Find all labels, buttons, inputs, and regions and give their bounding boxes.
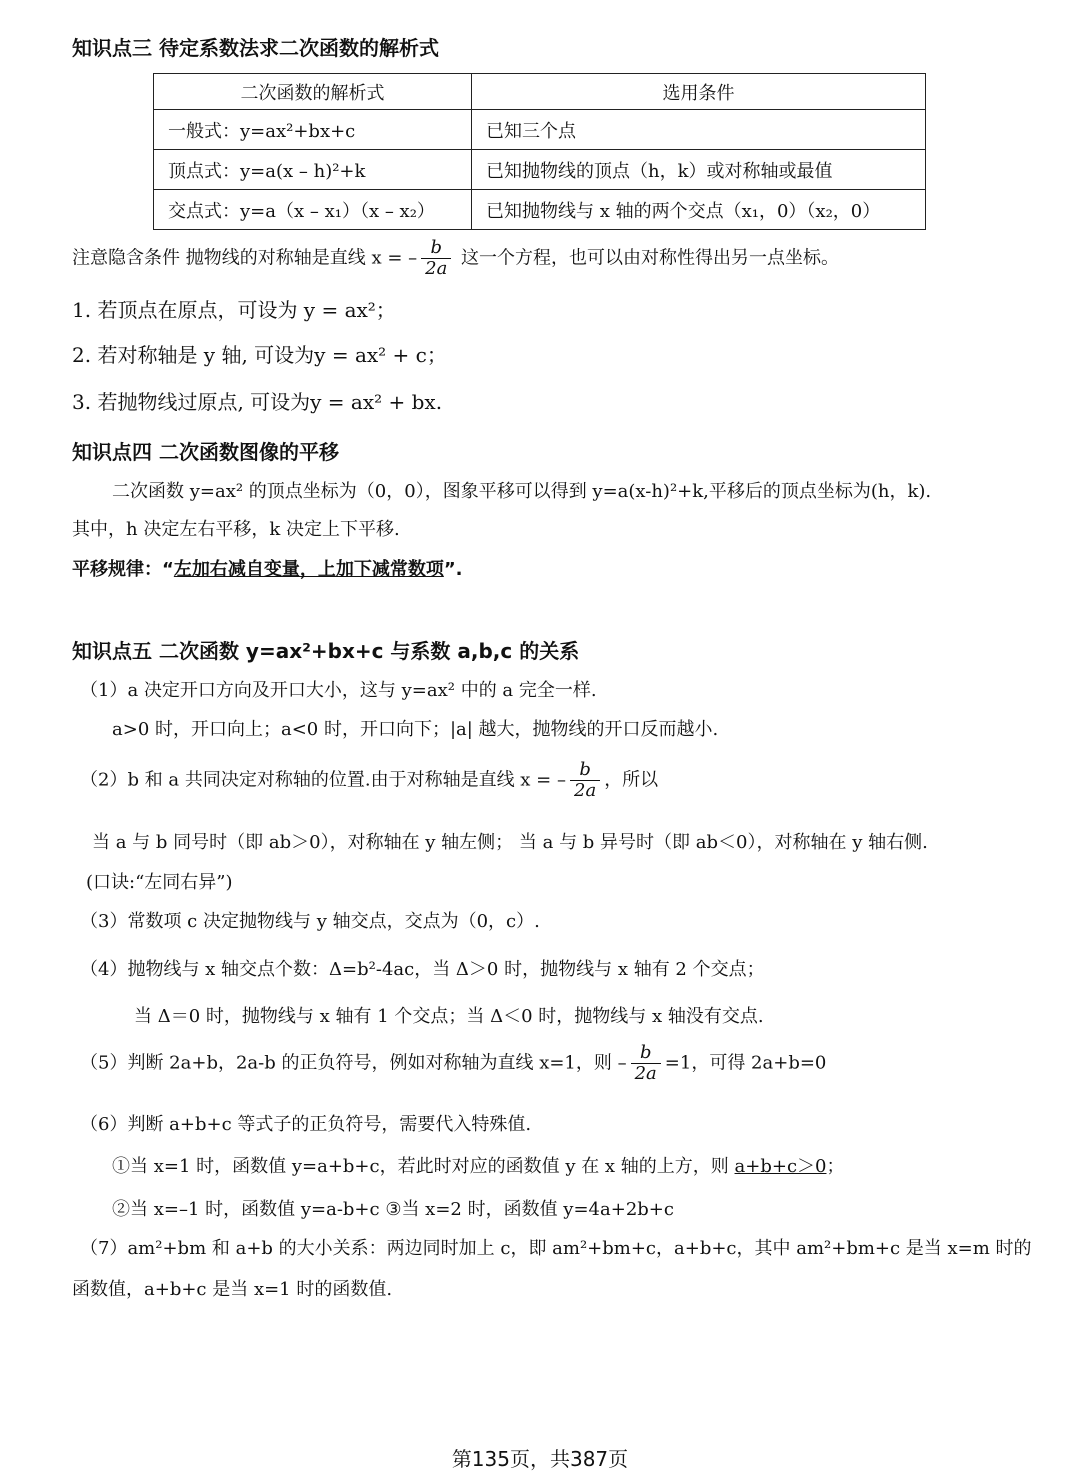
coefficient-line: （4）抛物线与 x 轴交点个数：Δ=b²-4ac，当 Δ＞0 时，抛物线与 x 轴有 2 个交点；	[80, 959, 765, 980]
table-cell-form: 交点式：y=a（x – x₁）（x – x₂）	[154, 190, 472, 230]
list-item: 3. 若抛物线过原点, 可设为y = ax² + bx.	[72, 390, 443, 414]
fraction: $\frac{b}{2a}$	[631, 1043, 661, 1084]
table-header-condition: 选用条件	[472, 74, 926, 110]
coefficient-line: 当 Δ＝0 时，抛物线与 x 轴有 1 个交点；当 Δ＜0 时，抛物线与 x 轴没有交点.	[134, 1006, 764, 1027]
fraction: $\frac{b}{2a}$	[570, 760, 600, 801]
table-cell-condition: 已知三个点	[472, 110, 926, 150]
mnemonic: (口诀:“左同右异”)	[86, 872, 233, 893]
coefficient-line: （3）常数项 c 决定抛物线与 y 轴交点，交点为（0，c）.	[80, 911, 540, 932]
coefficient-line: （1）a 决定开口方向及开口大小，这与 y=ax² 中的 a 完全一样.	[80, 680, 597, 701]
hidden-condition-note: 注意隐含条件 抛物线的对称轴是直线 x = – $\frac{b}{2a}$ 这一个方程，也可以由对称性得出另一点坐标。	[72, 237, 840, 279]
coefficient-line: ①当 x=1 时，函数值 y=a+b+c，若此时对应的函数值 y 在 x 轴的上方，则 a+b+c＞0；	[112, 1156, 845, 1177]
table-cell-condition: 已知抛物线的顶点（h，k）或对称轴或最值	[472, 150, 926, 190]
table-cell-form: 顶点式：y=a(x – h)²+k	[154, 150, 472, 190]
coefficient-line: （7）am²+bm 和 a+b 的大小关系：两边同时加上 c，即 am²+bm+c，a+b+c，其中 am²+bm+c 是当 x=m 时的	[80, 1238, 1032, 1259]
page-number: 第135页，共387页	[451, 1447, 629, 1471]
translation-paragraph: 二次函数 y=ax² 的顶点坐标为（0，0），图象平移可以得到 y=a(x-h)²+k,平移后的顶点坐标为(h，k).	[112, 481, 932, 502]
section4-heading: 知识点四 二次函数图像的平移	[72, 440, 339, 464]
coefficient-line: a>0 时，开口向上；a<0 时，开口向下；|a| 越大，抛物线的开口反而越小.	[112, 719, 719, 740]
table-row	[154, 110, 926, 150]
translation-rule: 平移规律：“左加右减自变量，上加下减常数项”.	[72, 559, 463, 580]
translation-paragraph: 其中，h 决定左右平移，k 决定上下平移.	[72, 519, 400, 540]
list-item: 2. 若对称轴是 y 轴, 可设为y = ax² + c；	[72, 343, 447, 367]
table-cell-condition: 已知抛物线与 x 轴的两个交点（x₁，0）（x₂，0）	[472, 190, 926, 230]
coefficient-line: 当 a 与 b 同号时（即 ab＞0），对称轴在 y 轴左侧； 当 a 与 b 异号时（即 ab＜0），对称轴在 y 轴右侧.	[92, 832, 928, 853]
coefficient-line: 函数值，a+b+c 是当 x=1 时的函数值.	[72, 1279, 393, 1300]
table-row	[154, 190, 926, 230]
section5-heading: 知识点五 二次函数 y=ax²+bx+c 与系数 a,b,c 的关系	[72, 639, 580, 663]
coefficient-line: （5）判断 2a+b，2a-b 的正负符号，例如对称轴为直线 x=1，则 – $\frac{b}{2a}$ =1，可得 2a+b=0	[80, 1042, 827, 1084]
coefficient-line: ②当 x=–1 时，函数值 y=a-b+c ③当 x=2 时，函数值 y=4a+2b+c	[112, 1199, 674, 1220]
section3-heading: 知识点三 待定系数法求二次函数的解析式	[72, 36, 439, 60]
analytic-form-table	[153, 73, 926, 230]
table-header-row	[154, 74, 926, 110]
table-row	[154, 150, 926, 190]
table-header-form: 二次函数的解析式	[154, 74, 472, 110]
coefficient-line: （6）判断 a+b+c 等式子的正负符号，需要代入特殊值.	[80, 1114, 532, 1135]
fraction: $\frac{b}{2a}$	[421, 238, 451, 279]
list-item: 1. 若顶点在原点，可设为 y = ax²；	[72, 298, 396, 322]
table-cell-form: 一般式：y=ax²+bx+c	[154, 110, 472, 150]
coefficient-line: （2）b 和 a 共同决定对称轴的位置.由于对称轴是直线 x = – $\frac{b}{2a}$ ，所以	[80, 759, 659, 801]
